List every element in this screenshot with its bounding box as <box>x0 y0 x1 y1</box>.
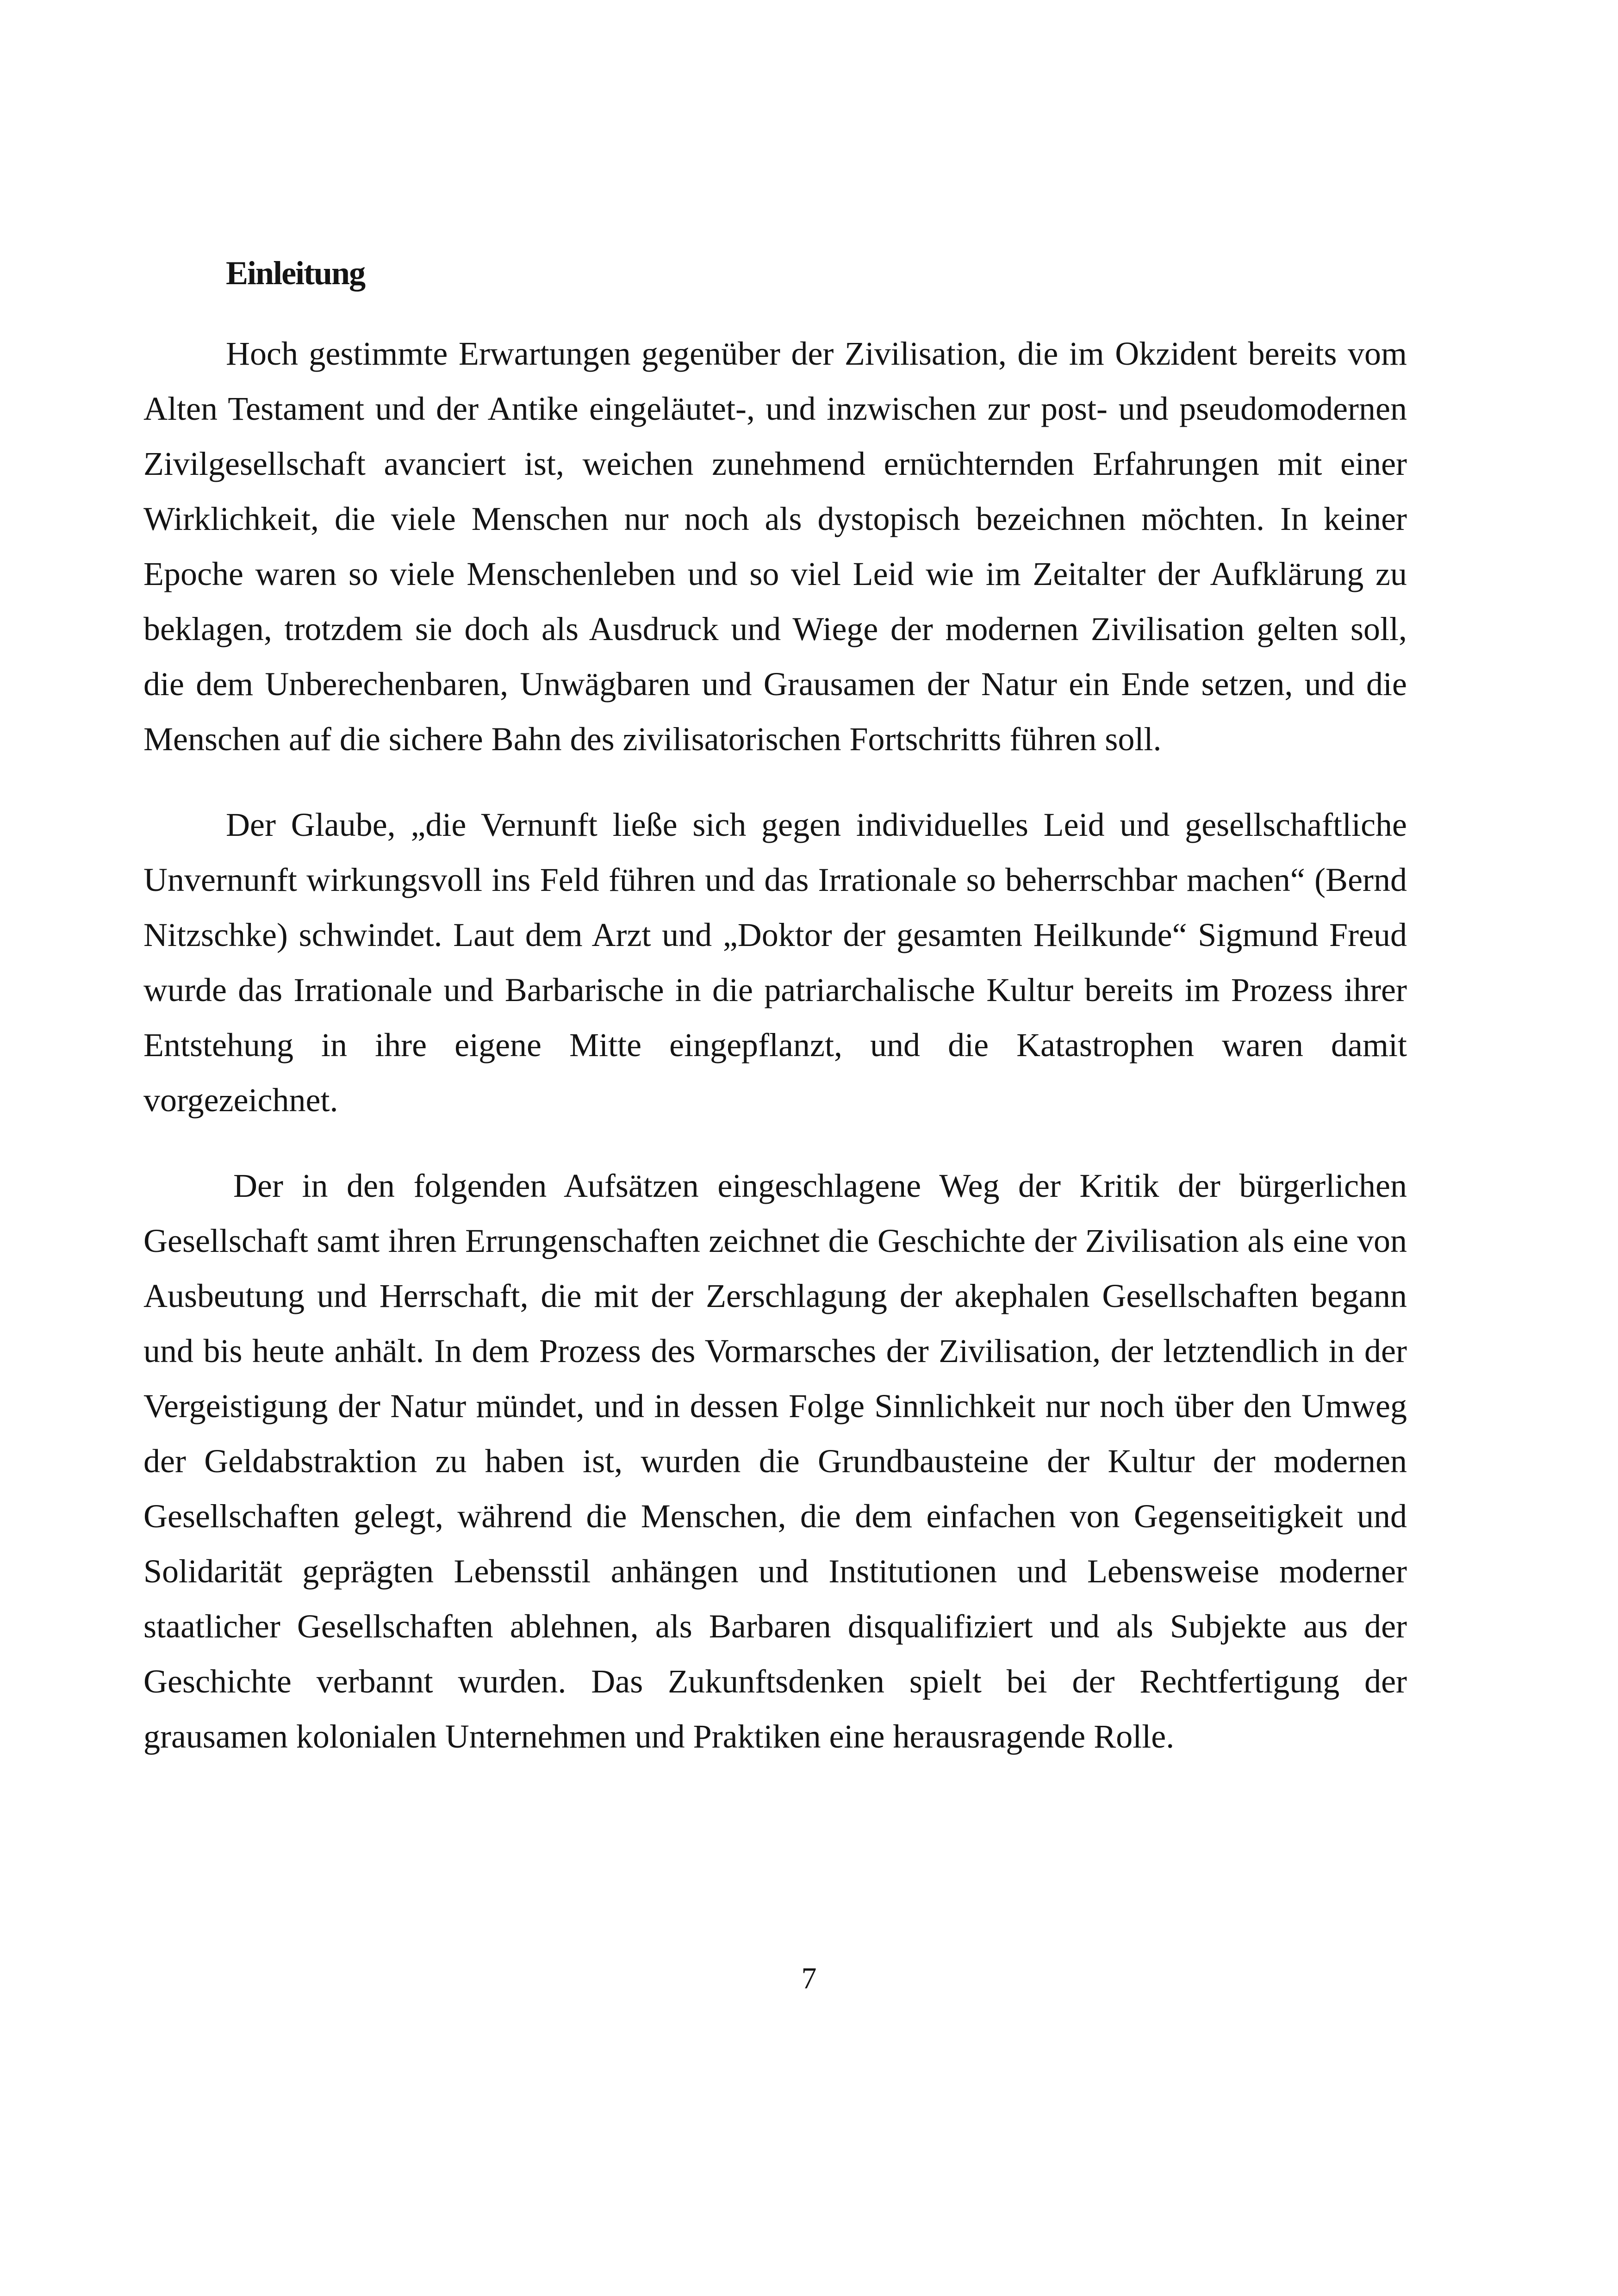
paragraph: Der Glaube, „die Vernunft ließe sich gegen individuelles Leid und gesellschaftliche Unvernunft wirkungsvoll ins Feld führen und das Irrationale so beherrschbar machen“ (Bernd Nitzschke) schwindet. Laut dem Arzt und „Doktor der gesamten Heilkunde“ Sigmund Freud wurde das Irrationale und Barbarische in die patriarchalische Kultur bereits im Prozess ihrer Entstehung in ihre eigene Mitte eingepflanzt, und die Katastrophen waren damit vorgezeichnet. <box>143 806 1407 1119</box>
section-heading: Einleitung <box>226 255 365 292</box>
paragraph: Hoch gestimmte Erwartungen gegenüber der Zivilisation, die im Okzident bereits vom Alten Testament und der Antike eingeläutet-, und inzwischen zur post- und pseudomodernen Zivilgesellschaft avanciert ist, weichen zunehmend ernüchternden Erfahrungen mit einer Wirklichkeit, die viele Menschen nur noch als dystopisch bezeichnen möchten. In keiner Epoche waren so viele Menschenleben und so viel Leid wie im Zeitalter der Aufklärung zu beklagen, trotzdem sie doch als Ausdruck und Wiege der modernen Zivilisation gelten soll, die dem Unberechenbaren, Unwägbaren und Grausamen der Natur ein Ende setzen, und die Menschen auf die sichere Bahn des zivilisatorischen Fortschritts führen soll. <box>143 335 1407 758</box>
paragraph: Der in den folgenden Aufsätzen eingeschlagene Weg der Kritik der bürgerlichen Gesellschaft samt ihren Errungenschaften zeichnet die Geschichte der Zivilisation als eine von Ausbeutung und Herrschaft, die mit der Zerschlagung der akephalen Gesellschaften begann und bis heute anhält. In dem Prozess des Vormarsches der Zivilisation, der letztendlich in der Vergeistigung der Natur mündet, und in dessen Folge Sinnlichkeit nur noch über den Umweg der Geldabstraktion zu haben ist, wurden die Grundbausteine der Kultur der modernen Gesellschaften gelegt, während die Menschen, die dem einfachen von Gegenseitigkeit und Solidarität geprägten Lebensstil anhängen und Institutionen und Lebensweise moderner staatlicher Gesellschaften ablehnen, als Barbaren disqualifiziert und als Subjekte aus der Geschichte verbannt wurden. Das Zukunftsdenken spielt bei der Rechtfertigung der grausamen kolonialen Unternehmen und Praktiken eine herausragende Rolle. <box>143 1167 1407 1755</box>
body-text <box>143 326 1407 1795</box>
page-number: 7 <box>801 1961 817 1995</box>
